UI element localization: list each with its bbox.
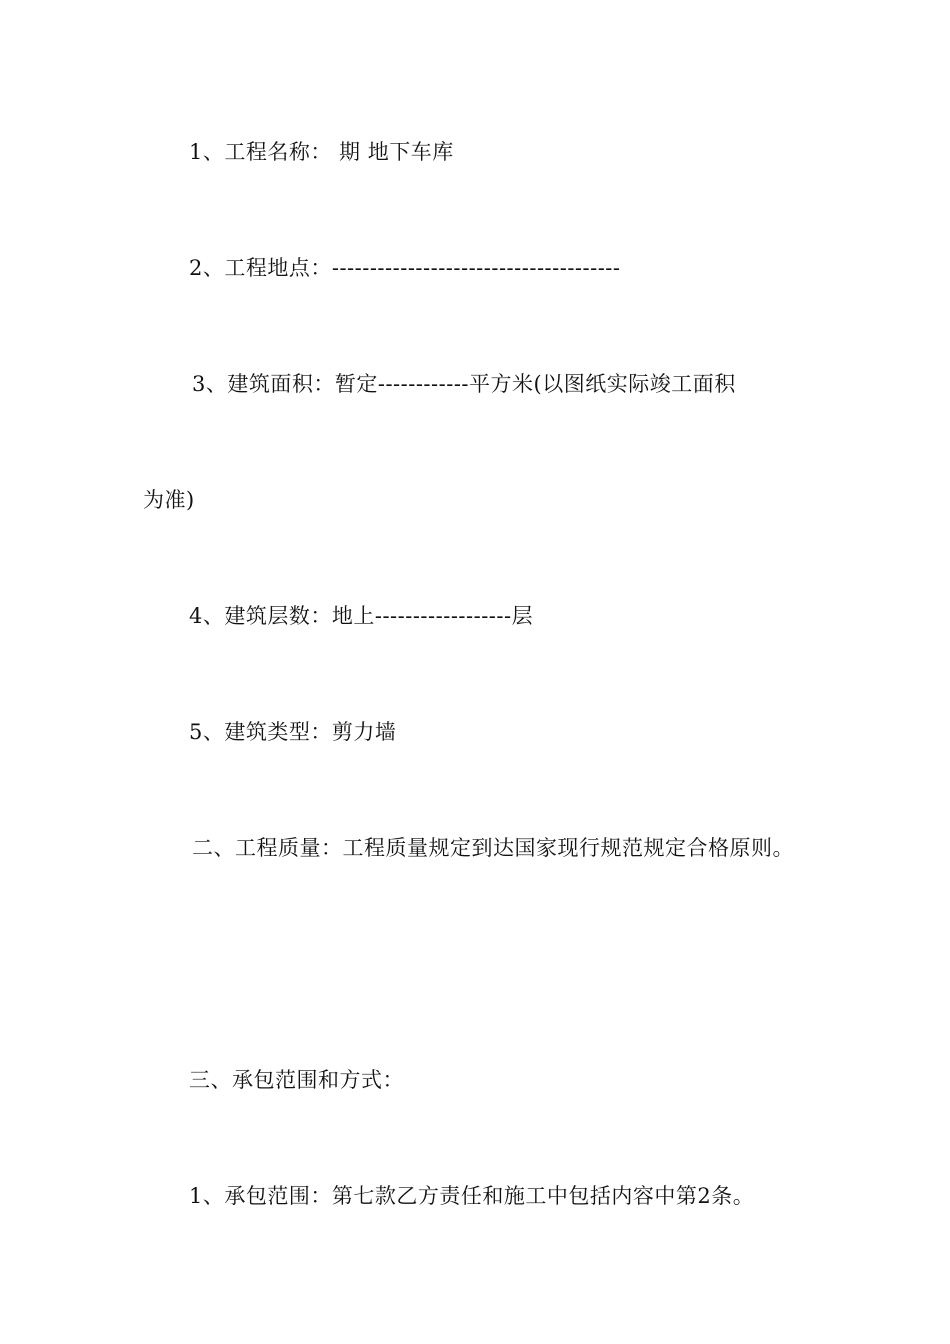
- building-area-continuation-line: 为准): [143, 488, 195, 512]
- project-quality-heading: 二、工程质量：工程质量规定到达国家现行规范规定合格原则。: [192, 836, 794, 860]
- building-floors-line: 4、建筑层数：地上------------------层: [189, 604, 534, 628]
- contract-scope-line: 1、承包范围：第七款乙方责任和施工中包括内容中第2条。: [189, 1184, 755, 1208]
- project-name-line: 1、工程名称： 期 地下车库: [189, 140, 454, 164]
- building-area-line: 3、建筑面积：暂定------------平方米(以图纸实际竣工面积: [192, 372, 736, 396]
- project-location-line: 2、工程地点：--------------------------------------: [189, 256, 621, 280]
- contract-scope-heading: 三、承包范围和方式：: [189, 1068, 404, 1092]
- building-type-line: 5、建筑类型：剪力墙: [189, 720, 397, 744]
